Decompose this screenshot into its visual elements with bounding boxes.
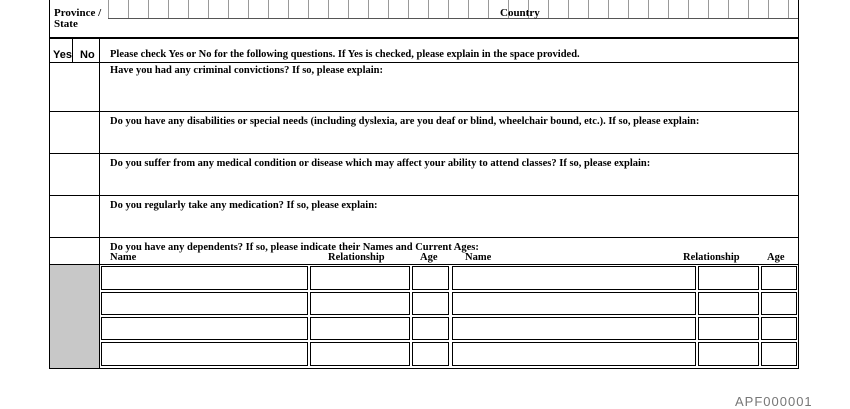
dependent-name-field[interactable] (452, 266, 696, 290)
question-dependents: Do you have any dependents? If so, please indicate their Names and Current Ages: (110, 242, 479, 253)
yes-checkbox-q4[interactable] (50, 196, 73, 238)
dependent-age-field[interactable] (761, 317, 797, 340)
country-label: Country (500, 7, 540, 19)
dependent-age-field[interactable] (412, 266, 449, 290)
yes-column-header: Yes (53, 49, 72, 61)
question-medication: Do you regularly take any medication? If so, please explain: (110, 200, 378, 211)
dependent-age-field[interactable] (412, 292, 449, 315)
state-label: State (54, 18, 78, 30)
dependent-relationship-field[interactable] (310, 292, 410, 315)
no-checkbox-q1[interactable] (73, 63, 99, 112)
dependent-name-field[interactable] (452, 317, 696, 340)
dependent-relationship-field[interactable] (698, 317, 759, 340)
question-medical-condition: Do you suffer from any medical condition or disease which may affect your ability to attend classes? If so, please explain: (110, 158, 651, 169)
no-checkbox-q3[interactable] (73, 154, 99, 196)
dependent-age-field[interactable] (412, 317, 449, 340)
dependents-right-name-header: Name (465, 252, 492, 263)
dependent-relationship-field[interactable] (310, 342, 410, 366)
dependent-relationship-field[interactable] (698, 266, 759, 290)
dependent-age-field[interactable] (761, 292, 797, 315)
dependents-left-age-header: Age (420, 252, 438, 263)
dependent-name-field[interactable] (452, 342, 696, 366)
province-label: Province / (54, 7, 102, 19)
instruction-text: Please check Yes or No for the following questions. If Yes is checked, please explain in the space provided. (110, 49, 580, 60)
yes-checkbox-q2[interactable] (50, 112, 73, 154)
dependents-right-age-header: Age (767, 252, 785, 263)
dependent-age-field[interactable] (761, 342, 797, 366)
dependent-name-field[interactable] (101, 317, 308, 340)
yes-checkbox-dependents[interactable] (50, 238, 73, 264)
form-code: APF000001 (735, 394, 813, 409)
dependent-relationship-field[interactable] (310, 266, 410, 290)
dependent-age-field[interactable] (412, 342, 449, 366)
explain-field-q1[interactable] (100, 77, 798, 112)
question-disabilities: Do you have any disabilities or special needs (including dyslexia, are you deaf or blind, wheelchair bound, etc.). If so, please explain: (110, 116, 700, 127)
dependents-left-name-header: Name (110, 252, 137, 263)
no-checkbox-dependents[interactable] (73, 238, 99, 264)
dependent-name-field[interactable] (101, 266, 308, 290)
dependents-right-relationship-header: Relationship (683, 252, 740, 263)
explain-field-q4[interactable] (100, 212, 798, 238)
yes-checkbox-q1[interactable] (50, 63, 73, 112)
dependent-relationship-field[interactable] (698, 342, 759, 366)
top-char-boxes (108, 0, 798, 18)
explain-field-q3[interactable] (100, 170, 798, 196)
shaded-area (50, 265, 99, 368)
yes-checkbox-q3[interactable] (50, 154, 73, 196)
no-checkbox-q4[interactable] (73, 196, 99, 238)
dependent-relationship-field[interactable] (310, 317, 410, 340)
dependents-left-relationship-header: Relationship (328, 252, 385, 263)
dependents-grid (100, 265, 798, 368)
dependent-relationship-field[interactable] (698, 292, 759, 315)
dependent-name-field[interactable] (101, 292, 308, 315)
dependent-name-field[interactable] (101, 342, 308, 366)
no-checkbox-q2[interactable] (73, 112, 99, 154)
dependent-age-field[interactable] (761, 266, 797, 290)
dependent-name-field[interactable] (452, 292, 696, 315)
question-criminal-convictions: Have you had any criminal convictions? If so, please explain: (110, 65, 384, 76)
no-column-header: No (80, 49, 95, 61)
explain-field-q2[interactable] (100, 128, 798, 154)
